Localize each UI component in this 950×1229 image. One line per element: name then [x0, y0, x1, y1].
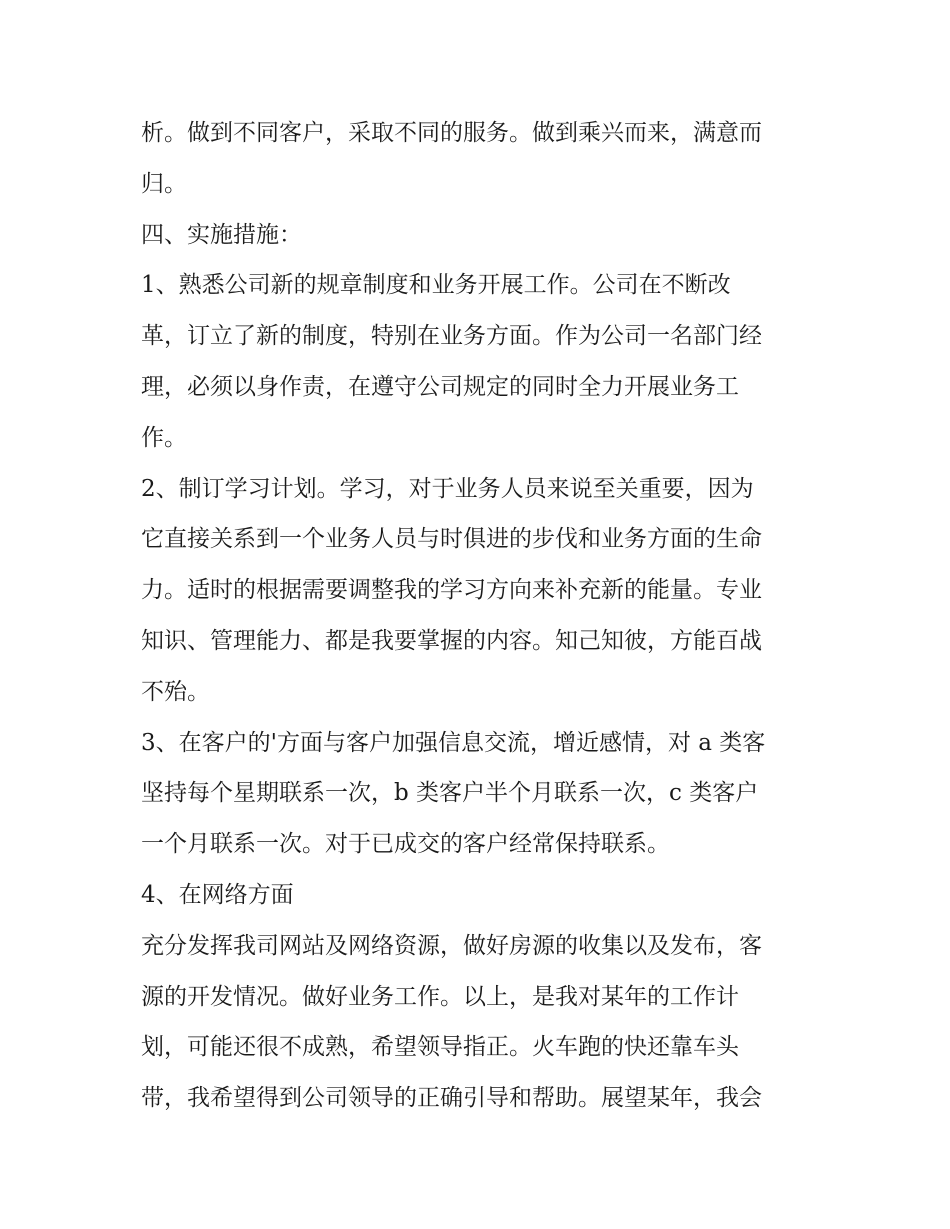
text-line: 坚持每个星期联系一次，b 类客户半个月联系一次，c 类客户 — [141, 780, 759, 807]
text-line: 知识、管理能力、都是我要掌握的内容。知己知彼，方能百战 — [141, 627, 762, 654]
text-line: 一个月联系一次。对于已成交的客户经常保持联系。 — [141, 831, 670, 858]
text-line: 源的开发情况。做好业务工作。以上，是我对某年的工作计 — [141, 983, 739, 1010]
text-line: 3、在客户的'方面与客户加强信息交流，增近感情，对 a 类客 — [141, 729, 766, 756]
text-line: 2、制订学习计划。学习，对于业务人员来说至关重要，因为 — [141, 475, 754, 502]
text-line: 革，订立了新的制度，特别在业务方面。作为公司一名部门经 — [141, 323, 762, 350]
text-line: 划，可能还很不成熟，希望领导指正。火车跑的快还靠车头 — [141, 1034, 739, 1061]
text-line: 它直接关系到一个业务人员与时俱进的步伐和业务方面的生命 — [141, 526, 762, 553]
text-line: 不殆。 — [141, 678, 210, 705]
text-line: 充分发挥我司网站及网络资源，做好房源的收集以及发布，客 — [141, 932, 762, 959]
section-heading: 四、实施措施： — [141, 221, 302, 248]
text-line: 理，必须以身作责，在遵守公司规定的同时全力开展业务工 — [141, 373, 739, 400]
text-line: 作。 — [141, 424, 187, 451]
text-line: 归。 — [141, 170, 187, 197]
text-line: 带，我希望得到公司领导的正确引导和帮助。展望某年，我会 — [141, 1085, 762, 1112]
text-line: 1、熟悉公司新的规章制度和业务开展工作。公司在不断改 — [141, 272, 731, 299]
text-line: 力。适时的根据需要调整我的学习方向来补充新的能量。专业 — [141, 577, 762, 604]
document-body — [141, 108, 821, 1124]
text-line: 析。做到不同客户，采取不同的服务。做到乘兴而来，满意而 — [141, 120, 762, 146]
text-line: 4、在网络方面 — [141, 881, 294, 908]
